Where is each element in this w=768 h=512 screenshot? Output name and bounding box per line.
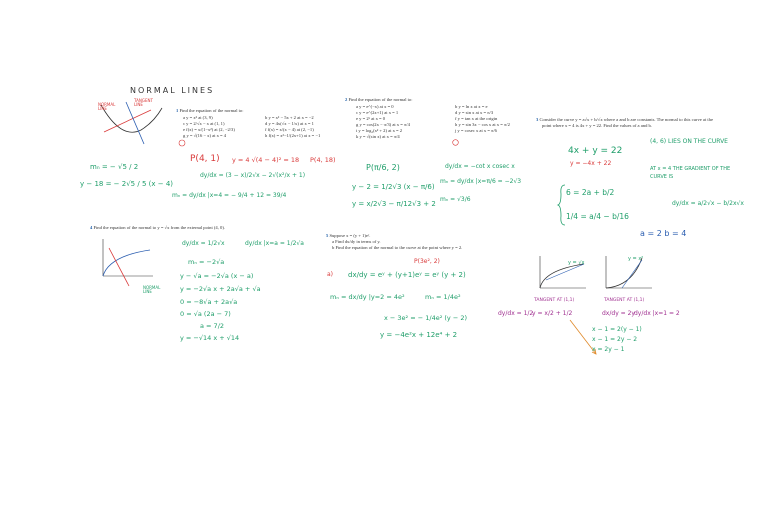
q5-part-b: b Find the equation of the normal to the curve at the point where y = 2. [332,245,463,250]
q5-l1: dx/dy = eʸ + (y+1)eʸ = eʸ (y + 2) [348,271,466,279]
q4-prompt: Find the equation of the normal to y = √x from the external point (4, 0). [93,225,225,230]
q1-part: b y = x³ − 5x + 2 at x = −2 [265,115,314,120]
q1-part: a y = x² at (3, 9) [183,115,213,120]
q3-note2: AT x = 4 THE GRADIENT OF THE CURVE IS [650,166,731,180]
q1-left-parts [183,115,235,139]
circle-mark-icon [452,139,459,146]
q1-part: g y = √(16 − x) at x = 4 [183,133,227,138]
q1-m-normal: mₙ = − √5 / 2 [90,163,139,171]
q4-l9: y = −√14 x + √14 [180,334,240,342]
q2-number: 2 [345,97,348,102]
q2-part: d y = sin x at x = π/3 [455,110,494,115]
q3-eq2: y = −4x + 22 [570,160,612,167]
q1-part: h f(x) = x²−1/(2x+1) at x = −1 [265,133,321,138]
q5-prompt: Suppose x = (y + 1)eʸ. [329,233,371,238]
page-title: NORMAL LINES [130,86,215,95]
system-brace-icon [558,184,566,226]
q5-l5: y = −4e²x + 12e⁴ + 2 [380,331,458,339]
q3-prompt: Consider the curve y = a√x + b/√x where a and b are constants. The normal to this curve at the [539,117,714,122]
q6-tangent-label-1: TANGENT AT (1,1) [534,298,575,303]
q5-a-label: a) [327,271,334,278]
q5-l3: mₙ = 1/4e² [425,293,461,301]
q5-l4: x − 3e² = − 1/4e² (y − 2) [384,314,468,322]
q3-sys1: 6 = 2a + b/2 [566,188,615,197]
q4-l2: dy/dx |x=a = 1/2√a [245,240,304,247]
q2-right-parts [455,104,510,134]
q2-part: f y = tan x at the origin [455,116,498,121]
q4-number: 4 [90,225,93,230]
q6-graph-label-2: y = x² [628,256,644,262]
q2-line1: y − 2 = 1/2√3 (x − π/6) [352,183,435,191]
q2-point: P(π/6, 2) [366,163,400,172]
tangent-label: TANGENT LINE [134,98,153,107]
q1-part: e f(x) = x/(1−x²) at (2, −2/3) [183,127,235,132]
q4-block [90,225,225,231]
q5-part-a: a Find dx/dy in terms of y. [332,239,381,244]
q6-p6: x − 1 = 2y − 2 [592,336,638,343]
q1-part: d y = 4x(√x − 1/x) at x = 1 [265,121,314,126]
q6-p3: dx/dy = 2y [602,310,635,317]
q4-l4: y − √a = −2√a (x − a) [180,272,254,280]
q6-p4: dy/dx |x=1 = 2 [634,310,680,317]
q2-part: h y = sin 3x − cos x at x = π/2 [455,122,510,127]
q6-graph-label-1: y = √x [568,260,585,266]
q2-block [345,97,413,103]
q1-dydx: dy/dx = (3 − x)/2√x − 2√(x²/x + 1) [200,172,306,179]
q1-point-2: P(4, 18) [310,156,336,164]
q2-part: a y = e^(−x) at x = 0 [356,104,394,109]
q6-tangent-label-2: TANGENT AT (1,1) [604,298,645,303]
q3-block [536,117,713,129]
q3-eq: 4x + y = 22 [568,146,623,156]
q6-p7: x = 2y − 1 [592,346,625,353]
q3-number: 3 [536,117,539,122]
q1-number: 1 [176,108,179,113]
q2-part: k y = √(sin x) at x = π/4 [356,134,400,139]
q1-mn: mₙ = dy/dx |x=4 = − 9/4 + 12 = 39/4 [172,192,287,199]
q5-block [326,233,462,251]
q4-l3: mₙ = −2√a [188,258,225,266]
q1-right-parts [265,115,320,139]
q5-number: 5 [326,233,329,238]
normal-label: NORMAL LINE [98,102,116,111]
q2-prompt: Find the equation of the normal to: [348,97,413,102]
q2-part: i y = log₂(x² + 2) at x = 2 [356,128,403,133]
q6-p1: dy/dx = 1/2 [498,310,534,317]
q4-graph-label: NORMAL LINE [143,285,161,294]
q3-grad: dy/dx = a/2√x − b/2x√x [672,200,744,207]
q2-part: b y = ln x at x = e [455,104,488,109]
q4-l5: y = −2√a x + 2a√a + √a [180,285,261,293]
q1-part: f f(x) = x/(x − 4) at (2, −1) [265,127,314,132]
q2-mn1: mₙ = dy/dx |x=π/6 = −2√3 [440,178,522,185]
q3-answer: a = 2 b = 4 [640,229,687,238]
q4-l8: a = 7/2 [200,322,225,330]
q6-p2: y = x/2 + 1/2 [532,310,573,317]
q4-l6: 0 = −8√a + 2a√a [180,298,238,306]
q2-part: c y = e^(2x+1) at x = 1 [356,110,399,115]
q5-point: P(3e², 2) [414,258,440,265]
q2-line2: y = x/2√3 − π/12√3 + 2 [352,200,436,208]
q4-l1: dy/dx = 1/2√x [182,240,225,247]
q1-part: c y = 2/√x − x at (1, 1) [183,121,225,126]
q1-line-eq: y − 18 = − 2√5 / 5 (x − 4) [80,180,173,188]
q1-y-eval: y = 4 √(4 − 4)² = 18 [232,156,300,164]
q3-sys2: 1/4 = a/4 − b/16 [566,212,629,221]
q2-part: g y = cos(2x − π/3) at x = π/4 [356,122,410,127]
q1-point: P(4, 1) [190,154,220,164]
q3-note1: (4, 6) LIES ON THE CURVE [650,138,728,145]
circle-mark-icon [178,139,186,147]
q2-dydx: dy/dx = −cot x cosec x [445,163,515,170]
q2-part: j y = cosec x at x = π/6 [455,128,497,133]
q2-left-parts [356,104,410,140]
q4-l7: 0 = √a (2a − 7) [180,310,231,318]
q4-graph [95,236,155,291]
q5-l2: mₙ = dx/dy |y=2 = 4e² [330,293,405,301]
q2-part: e y = 2ˣ at x = 0 [356,116,386,121]
q1-prompt: Find the equation of the normal to: [179,108,244,113]
q2-mn2: mₙ = √3/6 [440,196,471,203]
q1-block [176,108,244,114]
q6-p5: x − 1 = 2(y − 1) [592,326,642,333]
q3-prompt-2: point where x = 4 is 4x + y = 22. Find the values of a and b. [542,123,652,128]
